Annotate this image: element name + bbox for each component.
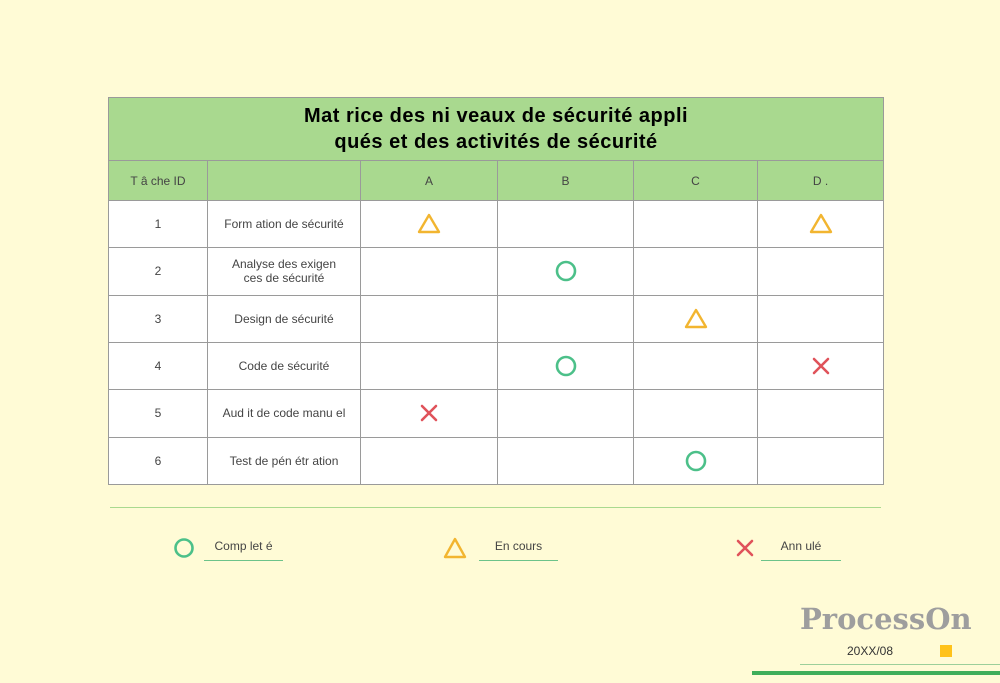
level-d-cell [758,437,884,484]
triangle-icon [443,536,467,560]
task-name-cell: Analyse des exigen ces de sécurité [208,248,361,295]
level-d-cell [758,200,884,247]
brand-logo: ProcessOn [800,602,972,636]
matrix-title: Mat rice des ni veaux de sécurité appli qués et des activités de sécurité [109,98,884,161]
legend-completed-label: Comp let é [204,532,283,561]
level-d-cell [758,248,884,295]
task-id-cell: 4 [109,342,208,389]
level-b-cell [498,342,634,389]
level-a-cell [361,200,498,247]
table-row [109,200,884,247]
date-underline [800,664,1000,665]
header-level-b: B [498,161,634,200]
cross-icon [808,353,834,379]
task-id-cell: 1 [109,200,208,247]
circle-icon [553,258,579,284]
circle-icon [683,448,709,474]
task-name-cell: Test de pén étr ation [208,437,361,484]
bottom-bar [752,671,1000,675]
divider [110,507,881,508]
level-d-cell [758,390,884,437]
cross-icon [733,536,757,560]
level-b-cell [498,295,634,342]
task-name-cell: Form ation de sécurité [208,200,361,247]
level-a-cell [361,390,498,437]
header-level-c: C [634,161,758,200]
circle-icon [553,353,579,379]
task-id-cell: 5 [109,390,208,437]
level-b-cell [498,437,634,484]
level-c-cell [634,437,758,484]
task-id-cell: 3 [109,295,208,342]
level-a-cell [361,248,498,295]
level-c-cell [634,200,758,247]
task-name-cell: Design de sécurité [208,295,361,342]
level-b-cell [498,248,634,295]
level-d-cell [758,342,884,389]
level-d-cell [758,295,884,342]
task-name-cell: Code de sécurité [208,342,361,389]
level-c-cell [634,342,758,389]
security-matrix-table [108,97,884,485]
table-row [109,248,884,295]
header-task-id: T â che ID [109,161,208,200]
table-row [109,342,884,389]
circle-icon [172,536,196,560]
header-level-d: D . [758,161,884,200]
level-c-cell [634,295,758,342]
accent-square [940,645,952,657]
level-c-cell [634,248,758,295]
legend-cancelled-label: Ann ulé [761,532,841,561]
task-id-cell: 6 [109,437,208,484]
table-row [109,390,884,437]
cross-icon [416,400,442,426]
header-level-a: A [361,161,498,200]
task-id-cell: 2 [109,248,208,295]
table-row [109,437,884,484]
triangle-icon [808,211,834,237]
level-b-cell [498,390,634,437]
table-row [109,295,884,342]
level-a-cell [361,295,498,342]
task-name-cell: Aud it de code manu el [208,390,361,437]
level-b-cell [498,200,634,247]
triangle-icon [416,211,442,237]
date-label: 20XX/08 [846,644,894,658]
level-a-cell [361,342,498,389]
legend-in-progress-label: En cours [479,532,558,561]
header-task-name [208,161,361,200]
triangle-icon [683,306,709,332]
level-a-cell [361,437,498,484]
level-c-cell [634,390,758,437]
